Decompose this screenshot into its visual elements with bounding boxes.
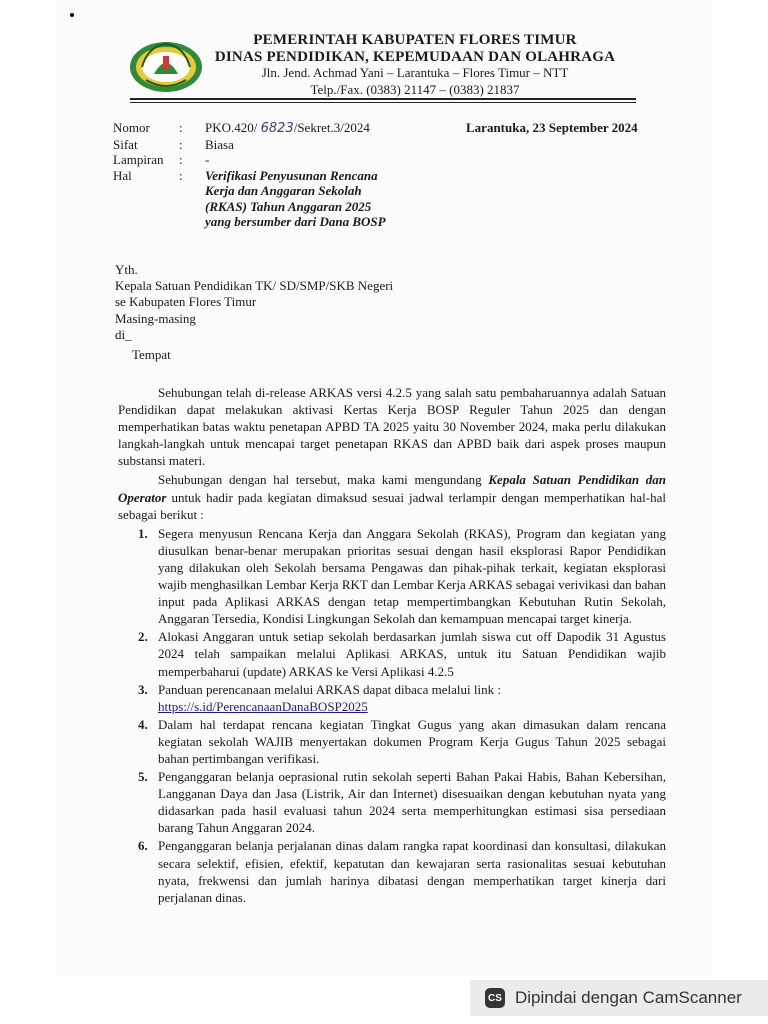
list-item: 2. Alokasi Anggaran untuk setiap sekolah berdasarkan jumlah siswa cut off Dapodik 31 Agustus 2024 telah sampaikan melalui Aplikasi ARKAS, untuk itu Satuan Pendidikan wajib memperbaharui (update) ARKAS ke Versi Aplikasi 4.2.5 bbox=[138, 629, 666, 679]
invitee-emphasis: Kepala Satuan Pendidikan dan Operator bbox=[118, 472, 666, 505]
hal-row bbox=[113, 168, 455, 230]
list-item: 3. Panduan perencanaan melalui ARKAS dapat dibaca melalui link : https://s.id/PerencanaanDanaBOSP2025 bbox=[138, 681, 501, 714]
sifat-label: Sifat bbox=[113, 136, 138, 152]
sifat-row bbox=[113, 137, 455, 153]
subject-text: Verifikasi Penyusunan Rencana Kerja dan Anggaran Sekolah (RKAS) Tahun Anggaran 2025 yang bersumber dari Dana BOSP bbox=[205, 167, 386, 229]
addressee-line: Yth. bbox=[115, 262, 138, 277]
government-title: PEMERINTAH KABUPATEN FLORES TIMUR bbox=[253, 32, 577, 48]
letter-body bbox=[118, 384, 666, 907]
address-line: Jln. Jend. Achmad Yani – Larantuka – Flores Timur – NTT bbox=[261, 65, 569, 80]
header-divider-thick bbox=[130, 98, 636, 100]
lampiran-value: - bbox=[205, 152, 210, 167]
header-divider-thin bbox=[130, 102, 636, 103]
list-item: 4. Dalam hal terdapat rencana kegiatan Tingkat Gugus yang akan dimasukan dalam rencana kegiatan sekolah WAJIB menyertakan dokumen Program Kerja Gugus Tahun 2025 sebagai bahan pertimbangan verifikasi. bbox=[138, 716, 666, 766]
phone-line: Telp./Fax. (0383) 21147 – (0383) 21837 bbox=[310, 81, 520, 97]
camscanner-text: Dipindai dengan CamScanner bbox=[515, 988, 742, 1007]
camscanner-icon: CS bbox=[485, 988, 505, 1008]
guide-link[interactable]: https://s.id/PerencanaanDanaBOSP2025 bbox=[158, 698, 368, 714]
instructions-list bbox=[118, 525, 666, 906]
place-date: Larantuka, 23 September 2024 bbox=[466, 120, 638, 135]
addressee-line: Kepala Satuan Pendidikan TK/ SD/SMP/SKB Negeri bbox=[115, 278, 394, 294]
nomor-value: PKO.420/ 6823/Sekret.3/2024 bbox=[205, 120, 370, 136]
paragraph-2: Sehubungan dengan hal tersebut, maka kami mengundang Kepala Satuan Pendidikan dan Operator untuk hadir pada kegiatan dimaksud sesuai jadwal terlampir dengan memperhatikan hal-hal sebagai berikut : bbox=[118, 472, 666, 522]
scan-dot bbox=[70, 13, 74, 17]
colon: : bbox=[179, 136, 183, 152]
colon: : bbox=[179, 152, 183, 167]
colon: : bbox=[179, 167, 183, 183]
handwritten-number: 6823 bbox=[260, 121, 294, 136]
list-item: 6. Penganggaran belanja perjalanan dinas dalam rangka rapat koordinasi dan konsultasi, dilakukan secara selektif, efisien, efektif, kepatutan dan kewajaran serta rasionalitas sesuai kebutuhan nyata, frekwensi dan jumlah harinya dibatasi dengan memperhatikan target kinerja dari perjalanan dinas. bbox=[138, 838, 666, 905]
colon: : bbox=[179, 120, 183, 135]
regency-emblem-logo bbox=[128, 40, 204, 94]
sifat-value: Biasa bbox=[205, 136, 234, 152]
nomor-row bbox=[113, 120, 455, 137]
list-item: 1. Segera menyusun Rencana Kerja dan Anggara Sekolah (RKAS), Program dan kegiatan yang diusulkan benar-benar merupakan prioritas sesuai dengan hasil eksplorasi Rapor Pendidikan yang dilakukan oleh Sekolah bersama Pengawas dan pihak-pihak terkait, kegiatan eksplorasi wajib menghasilkan Lembar Kerja RKT dan Lembar Kerja ARKAS sebagai verivikasi dan bahan input pada Aplikasi ARKAS dengan tetap mempertimbangkan Kebutuhan Rutin Sekolah, Anggaran Tersedia, Kondisi Lingkungan Sekolah dan kemampuan mencapai target kinerja. bbox=[138, 525, 666, 627]
addressee-block bbox=[115, 262, 393, 343]
addressee-line: di_ bbox=[115, 326, 132, 342]
paragraph-1: Sehubungan telah di-release ARKAS versi 4.2.5 yang salah satu pembaharuannya adalah Satuan Pendidikan dapat melakukan aktivasi Kertas Kerja BOSP Reguler Tahun 2025 dan dengan memperhatikan batas waktu penetapan APBD TA 2025 yaitu 30 November 2024, maka perlu dilakukan langkah-langkah untuk mencapai target penetapan RKAS dan APBD baik dari aspek proses maupun substansi materi. bbox=[118, 385, 666, 469]
addressee-line: se Kabupaten Flores Timur bbox=[115, 294, 257, 310]
camscanner-watermark bbox=[470, 980, 768, 1016]
department-title: DINAS PENDIDIKAN, KEPEMUDAAN DAN OLAHRAGA bbox=[214, 48, 616, 65]
hal-label: Hal bbox=[113, 167, 132, 183]
letterhead bbox=[205, 32, 625, 98]
lampiran-label: Lampiran bbox=[113, 152, 164, 167]
nomor-label: Nomor bbox=[113, 120, 150, 135]
lampiran-row bbox=[113, 152, 455, 168]
tempat-label: Tempat bbox=[132, 347, 171, 362]
letter-metadata bbox=[113, 120, 455, 230]
addressee-line: Masing-masing bbox=[115, 310, 196, 326]
list-item: 5. Penganggaran belanja oeprasional rutin sekolah seperti Bahan Pakai Habis, Bahan Kebersihan, Langganan Daya dan Jasa (Listrik, Air dan Internet) disesuaikan dengan kebutuhan nyata yang didasarkan pada hasil evaluasi tahun 2024 serta memperhitungkan estimasi sisa persediaan barang Tahun Anggaran 2024. bbox=[138, 769, 666, 836]
